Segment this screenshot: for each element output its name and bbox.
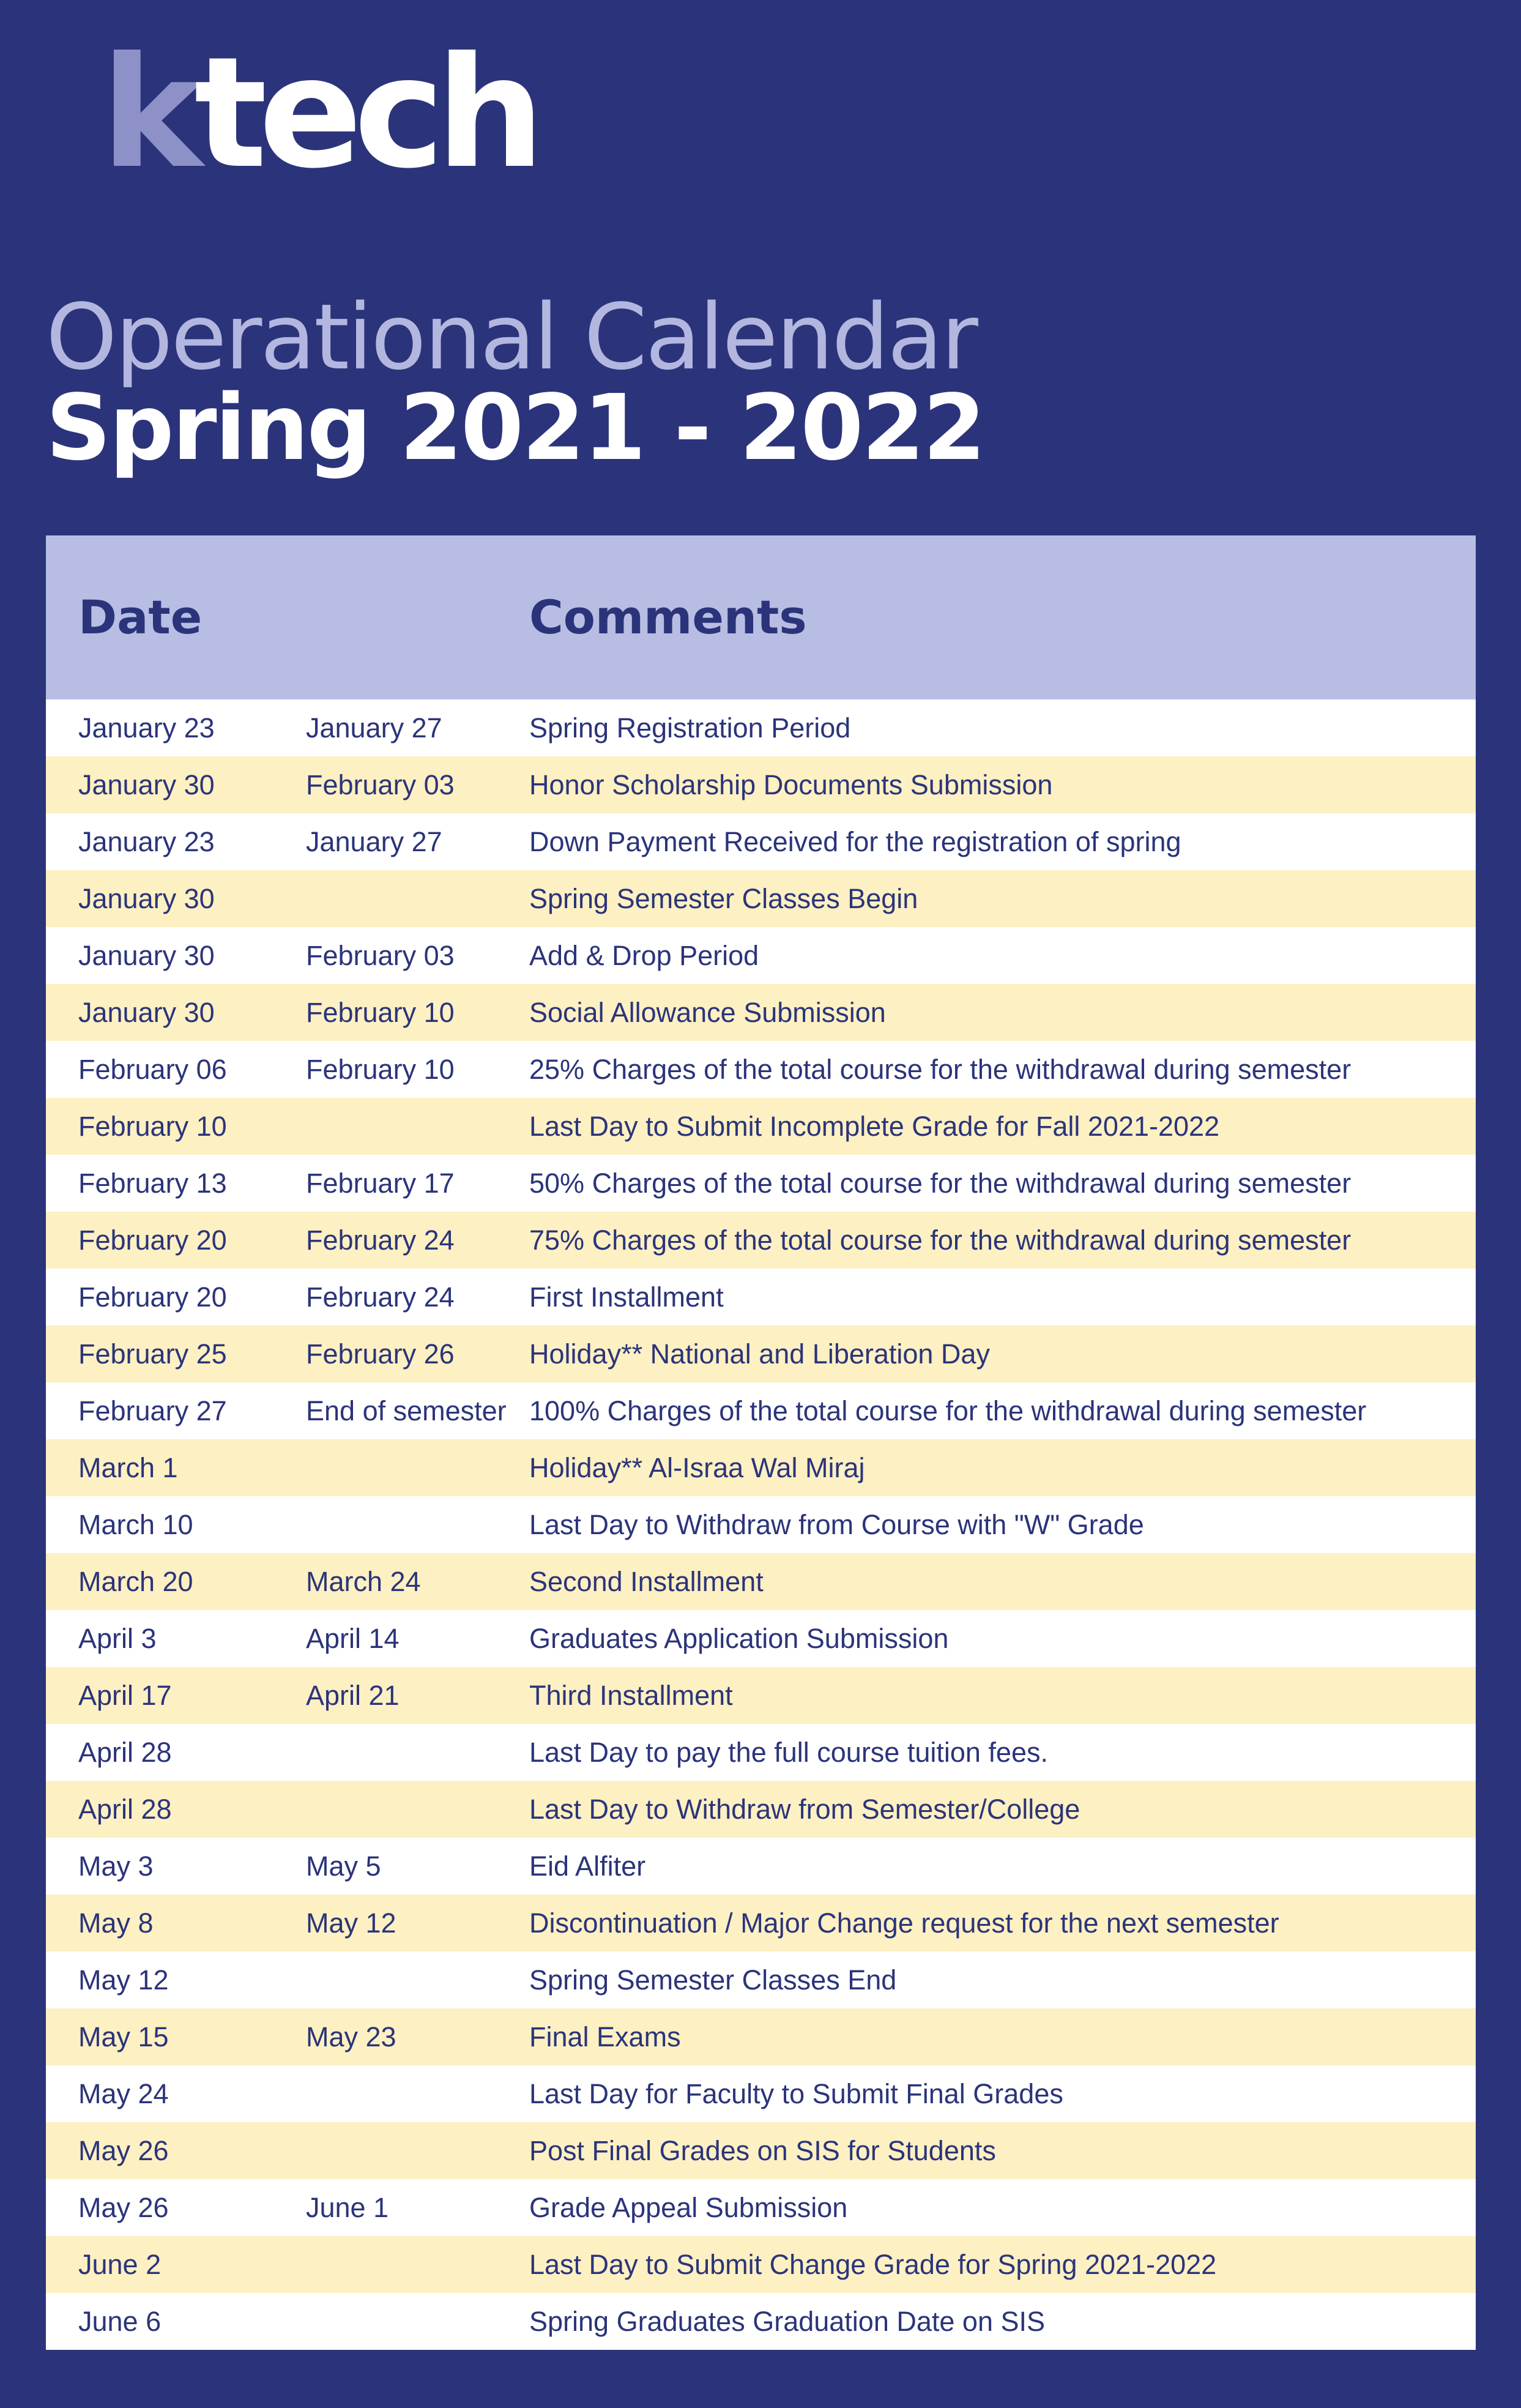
table-row: [46, 1667, 1476, 1724]
table-row: [46, 984, 1476, 1041]
table-row: [46, 1496, 1476, 1553]
comment-cell: Last Day for Faculty to Submit Final Grades: [529, 2078, 1063, 2109]
table-row: [46, 1041, 1476, 1098]
comment-cell: Third Installment: [529, 1680, 733, 1711]
comment-cell: Last Day to pay the full course tuition fees.: [529, 1737, 1048, 1768]
date-end-cell: May 12: [306, 1907, 396, 1939]
table-row: [46, 2122, 1476, 2179]
comment-cell: Discontinuation / Major Change request for the next semester: [529, 1907, 1279, 1939]
date-end-cell: February 17: [306, 1168, 455, 1199]
table-row: [46, 1610, 1476, 1667]
table-row: [46, 2179, 1476, 2236]
date-start-cell: March 10: [78, 1509, 193, 1540]
date-start-cell: February 27: [78, 1395, 227, 1426]
date-start-cell: April 17: [78, 1680, 172, 1711]
date-start-cell: March 1: [78, 1452, 178, 1483]
date-start-cell: May 26: [78, 2192, 169, 2223]
date-start-cell: January 30: [78, 997, 215, 1028]
date-end-cell: June 1: [306, 2192, 389, 2223]
comment-cell: 50% Charges of the total course for the withdrawal during semester: [529, 1168, 1352, 1199]
date-end-cell: April 21: [306, 1680, 400, 1711]
table-row: [46, 2293, 1476, 2350]
comment-cell: Last Day to Submit Incomplete Grade for Fall 2021-2022: [529, 1111, 1220, 1142]
table-row: [46, 1781, 1476, 1838]
header-date: Date: [78, 590, 203, 644]
table-row: [46, 756, 1476, 813]
comment-cell: Down Payment Received for the registration of spring: [529, 826, 1181, 857]
date-start-cell: May 26: [78, 2135, 169, 2166]
comment-cell: Holiday** National and Liberation Day: [529, 1338, 990, 1370]
date-start-cell: January 30: [78, 769, 215, 800]
table-row: [46, 1325, 1476, 1382]
date-start-cell: May 8: [78, 1907, 154, 1939]
date-end-cell: March 24: [306, 1566, 421, 1597]
date-start-cell: June 6: [78, 2306, 162, 2337]
table-row: [46, 1269, 1476, 1325]
date-start-cell: February 20: [78, 1225, 227, 1256]
date-end-cell: February 03: [306, 940, 455, 971]
table-row: [46, 1155, 1476, 1212]
table-row: [46, 1951, 1476, 2008]
comment-cell: Grade Appeal Submission: [529, 2192, 848, 2223]
table-row: [46, 1553, 1476, 1610]
logo-k-part: k: [101, 24, 195, 202]
date-start-cell: February 25: [78, 1338, 227, 1370]
calendar-table: [46, 535, 1476, 2350]
page-subtitle: Spring 2021 - 2022: [46, 375, 984, 480]
table-row: [46, 1439, 1476, 1496]
comment-cell: Last Day to Submit Change Grade for Spring 2021-2022: [529, 2249, 1217, 2280]
date-start-cell: May 3: [78, 1851, 154, 1882]
date-start-cell: February 13: [78, 1168, 227, 1199]
comment-cell: Post Final Grades on SIS for Students: [529, 2135, 996, 2166]
date-end-cell: February 03: [306, 769, 455, 800]
comment-cell: Spring Graduates Graduation Date on SIS: [529, 2306, 1046, 2337]
ktech-logo: [101, 24, 537, 202]
date-end-cell: February 10: [306, 1054, 455, 1085]
table-row: [46, 1838, 1476, 1895]
date-start-cell: February 20: [78, 1281, 227, 1313]
comment-cell: 25% Charges of the total course for the withdrawal during semester: [529, 1054, 1352, 1085]
date-end-cell: February 10: [306, 997, 455, 1028]
comment-cell: Add & Drop Period: [529, 940, 759, 971]
table-row: [46, 2008, 1476, 2065]
table-body: [46, 699, 1476, 2350]
comment-cell: Social Allowance Submission: [529, 997, 886, 1028]
date-start-cell: January 23: [78, 712, 215, 744]
comment-cell: Spring Semester Classes Begin: [529, 883, 918, 914]
date-start-cell: May 12: [78, 1964, 169, 1996]
date-start-cell: February 06: [78, 1054, 227, 1085]
comment-cell: Eid Alfiter: [529, 1851, 646, 1882]
date-start-cell: January 30: [78, 940, 215, 971]
date-end-cell: April 14: [306, 1623, 400, 1654]
table-header: [46, 535, 1476, 699]
date-start-cell: March 20: [78, 1566, 193, 1597]
date-end-cell: February 24: [306, 1281, 455, 1313]
table-row: [46, 1212, 1476, 1269]
date-end-cell: February 24: [306, 1225, 455, 1256]
comment-cell: Spring Registration Period: [529, 712, 851, 744]
date-end-cell: January 27: [306, 712, 442, 744]
comment-cell: Graduates Application Submission: [529, 1623, 949, 1654]
date-start-cell: April 28: [78, 1794, 172, 1825]
comment-cell: Spring Semester Classes End: [529, 1964, 897, 1996]
comment-cell: Honor Scholarship Documents Submission: [529, 769, 1053, 800]
date-start-cell: January 23: [78, 826, 215, 857]
table-row: [46, 870, 1476, 927]
date-end-cell: January 27: [306, 826, 442, 857]
table-row: [46, 1895, 1476, 1951]
comment-cell: 100% Charges of the total course for the withdrawal during semester: [529, 1395, 1367, 1426]
date-end-cell: May 23: [306, 2021, 396, 2052]
table-row: [46, 2236, 1476, 2293]
date-start-cell: June 2: [78, 2249, 162, 2280]
table-row: [46, 2065, 1476, 2122]
date-start-cell: April 28: [78, 1737, 172, 1768]
table-row: [46, 1382, 1476, 1439]
table-row: [46, 927, 1476, 984]
date-start-cell: January 30: [78, 883, 215, 914]
comment-cell: Final Exams: [529, 2021, 681, 2052]
comment-cell: Last Day to Withdraw from Semester/College: [529, 1794, 1080, 1825]
comment-cell: Holiday** Al-Israa Wal Miraj: [529, 1452, 865, 1483]
date-start-cell: February 10: [78, 1111, 227, 1142]
date-start-cell: May 15: [78, 2021, 169, 2052]
page-title: Operational Calendar: [46, 285, 976, 390]
comment-cell: Second Installment: [529, 1566, 764, 1597]
comment-cell: 75% Charges of the total course for the withdrawal during semester: [529, 1225, 1352, 1256]
logo-tech-part: tech: [194, 24, 537, 202]
header-comments: Comments: [529, 590, 807, 644]
table-row: [46, 699, 1476, 756]
comment-cell: Last Day to Withdraw from Course with "W" Grade: [529, 1509, 1144, 1540]
table-row: [46, 1098, 1476, 1155]
date-end-cell: End of semester: [306, 1395, 507, 1426]
comment-cell: First Installment: [529, 1281, 724, 1313]
date-end-cell: February 26: [306, 1338, 455, 1370]
table-row: [46, 1724, 1476, 1781]
date-end-cell: May 5: [306, 1851, 381, 1882]
date-start-cell: May 24: [78, 2078, 169, 2109]
table-row: [46, 813, 1476, 870]
date-start-cell: April 3: [78, 1623, 157, 1654]
